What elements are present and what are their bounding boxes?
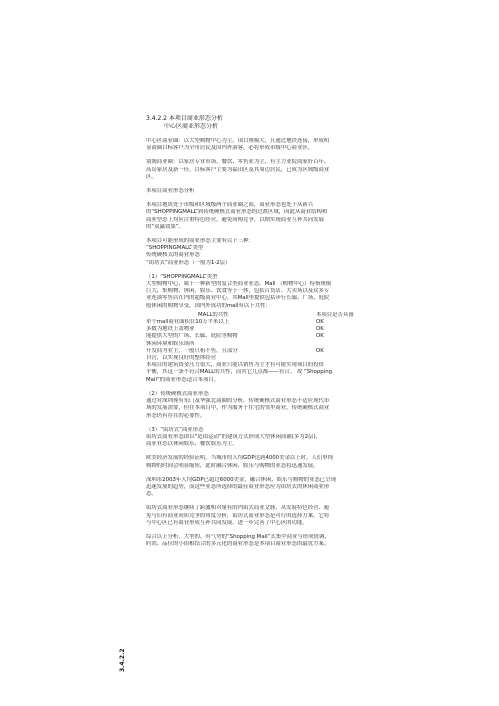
table-row bbox=[146, 341, 386, 348]
analysis-title: 本项目商业形态分析 bbox=[146, 188, 195, 195]
text-line: 平衡，其这一条不符合MALL的共性，而其它几点都——符合。 故 “Shopping bbox=[146, 369, 333, 376]
paragraph-conclusion bbox=[146, 534, 386, 548]
text-line: 时尚、品位的小街相结合的多元化的商业形态是本项目商业形态的最优方案。 bbox=[146, 541, 330, 548]
paragraph-shenzhen-gdp bbox=[146, 477, 386, 499]
subsection-title-mall: （1）“SHOPPINGMALL”类型 bbox=[146, 273, 218, 280]
form-item: “SHOPPINGMALL”类型 bbox=[146, 245, 204, 252]
content-column bbox=[146, 115, 386, 548]
table-header-right: 本项目是否具备 bbox=[316, 311, 354, 318]
text-line: 大型购物中心，属于一种新型的复合型商业业态。Mall （购物中心）特指规模 bbox=[146, 281, 332, 288]
side-section-label: 3.4.2.2 bbox=[119, 648, 126, 672]
text-line: 形态仍有存在的必要性。 bbox=[146, 412, 206, 419]
text-line: 般休闲的购物享受。国内外成功的mall有以下共性： bbox=[146, 302, 271, 309]
table-cell: OK bbox=[316, 333, 324, 340]
paragraph-mall-conclusion bbox=[146, 362, 386, 384]
form-item: 传统硬核式的商业形态 bbox=[146, 252, 200, 259]
paragraph-biege-district bbox=[146, 159, 386, 181]
text-line: 态。 bbox=[146, 491, 157, 498]
table-cell: 单个mall商业面积在10万平米以上 bbox=[146, 319, 230, 326]
text-line: 的“双赢效果”。 bbox=[146, 223, 184, 230]
text-line: 场的发展需要，但在本项目中，作为服务于住宅的邻里商业，传统硬核式商业 bbox=[146, 405, 330, 412]
text-line: Mall”的商业形态适合本项目。 bbox=[146, 376, 220, 383]
text-line: 与中心区已有商业形成互补共同发展，进一步完善了中心区的功能。 bbox=[146, 519, 308, 526]
paragraph-central-district bbox=[146, 138, 386, 152]
paragraph-street-form bbox=[146, 505, 386, 527]
table-row bbox=[146, 355, 386, 362]
mall-comparison-table bbox=[146, 312, 386, 362]
subsection-title-traditional: （2）传统硬核式商业形态 bbox=[146, 390, 209, 397]
table-cell: OK bbox=[316, 326, 324, 333]
table-row bbox=[146, 326, 386, 333]
table-cell: 多数为地铁上盖物业 bbox=[146, 326, 195, 333]
text-line: 通过对深圳现有东门及华强北商圈的分析，传统硬核式商业形态不适应现代市 bbox=[146, 398, 330, 405]
text-line: 商业型态上均应注重特色经营，避免同构竞争，以期实现商业互补共同发展 bbox=[146, 216, 324, 223]
table-cell: 开发商为业主，一般只租不售，且部分 bbox=[146, 347, 238, 354]
table-cell: OK bbox=[316, 347, 324, 354]
text-line: 别阁商业圈：以家居专业市场、餐饮、零售业为主，有主力业院商家好百年、 bbox=[146, 159, 330, 166]
form-item: “街坊式”商业形态（一般为1-2层） bbox=[146, 259, 231, 266]
table-row bbox=[146, 333, 386, 340]
text-line: 商业业态以休闲娱乐、餐饮娱乐为主。 bbox=[146, 441, 238, 448]
text-line: 高岛家居及新一佳。目标客户主要为福田区及其周边居民，已成为区域级商业 bbox=[146, 166, 330, 173]
section-subheading: 中心区商业形态分析 bbox=[164, 123, 219, 130]
text-line: 显商圈目标客户为全市居民及国内外游客，必将形成市级中心商业区。 bbox=[146, 145, 314, 152]
forms-list bbox=[146, 238, 386, 267]
text-line: 的“SHOPPINGMALL”到传统硬核式商业形态的过渡区域，因此从商业结构和 bbox=[146, 209, 328, 216]
text-line: 区。 bbox=[146, 173, 157, 180]
text-line: 本项目地块处于市级和区域级两个商业圈之间，商业形态也处于从新兴 bbox=[146, 202, 314, 209]
text-line: 欧美经济发展的经验证明，当城市的人均GDP达到4000美金以上时，人们单纯 bbox=[146, 455, 334, 462]
text-line: 本项目的建筑资金压力很大，商业只能以销售为主才有可能实现项目的投资 bbox=[146, 362, 324, 369]
table-cell: OK bbox=[316, 319, 324, 326]
table-cell bbox=[286, 341, 376, 348]
paragraph-gdp-experience bbox=[146, 455, 386, 469]
text-line: 中心区商业圈：以大型购物中心为主，项目规模大，且通过地铁连接，形成明 bbox=[146, 138, 330, 144]
table-header-left: MALL的共性 bbox=[198, 311, 229, 318]
subsection-title-street: （3）“街坊式”商业形态 bbox=[146, 426, 204, 433]
text-line: 深圳市2003年人均GDP已超过6000美金，融合休闲、娱乐与购物的业态已呈现 bbox=[146, 476, 336, 483]
text-line: 街坊式商业形态继续了跨激相对量有的内街式商业文脉，从发展特色经营、避 bbox=[146, 505, 330, 512]
text-line: 巨大，集购物、休闲、娱乐、饮食等于一体，包括百货店、大卖场以及众多专 bbox=[146, 288, 330, 295]
text-line: 业连锁零售店在内的超级商业中心。其Mall里提供包括步行长廊、广场、庭院 bbox=[146, 295, 330, 302]
text-line: 街坊式商业形态即以“造街运动”的建筑方式形成大型休闲商铺(多为2层)， bbox=[146, 433, 321, 440]
table-cell: 自营，以实现良好的整体经营 bbox=[146, 355, 217, 362]
table-header bbox=[146, 312, 386, 319]
table-cell: 休闲环境和娱乐场所 bbox=[146, 340, 195, 347]
section-heading: 3.4.2.2 本项目商业形态分析 bbox=[146, 115, 223, 122]
text-line: 综合以上分析，大型的、有气势的“Shopping Mall”式集中商业与形成情调、 bbox=[146, 533, 330, 540]
paragraph-mall bbox=[146, 281, 386, 310]
text-line: 免与旧有商业同质竞争的角度分析，街坊式商业形态是可行的选择方案，它将 bbox=[146, 512, 330, 519]
paragraph-traditional bbox=[146, 398, 386, 420]
table-cell: 能提供大型的广场、长廊、庭院等购物 bbox=[146, 333, 238, 340]
table-cell bbox=[286, 355, 376, 362]
forms-intro: 本项目可能形成的商业形态主要有以下三种： bbox=[146, 238, 254, 245]
table-row bbox=[146, 348, 386, 355]
text-line: 迅速发展的趋势，而这些业态所选择的最佳商业形态应为街坊式的休闲商业形 bbox=[146, 483, 330, 490]
text-line: 购物的时间会明显缩短，此时融合休闲、娱乐与购物的业态将迅速发展。 bbox=[146, 462, 319, 469]
table-row bbox=[146, 319, 386, 326]
paragraph-street bbox=[146, 434, 386, 448]
paragraph-site-analysis bbox=[146, 202, 386, 231]
